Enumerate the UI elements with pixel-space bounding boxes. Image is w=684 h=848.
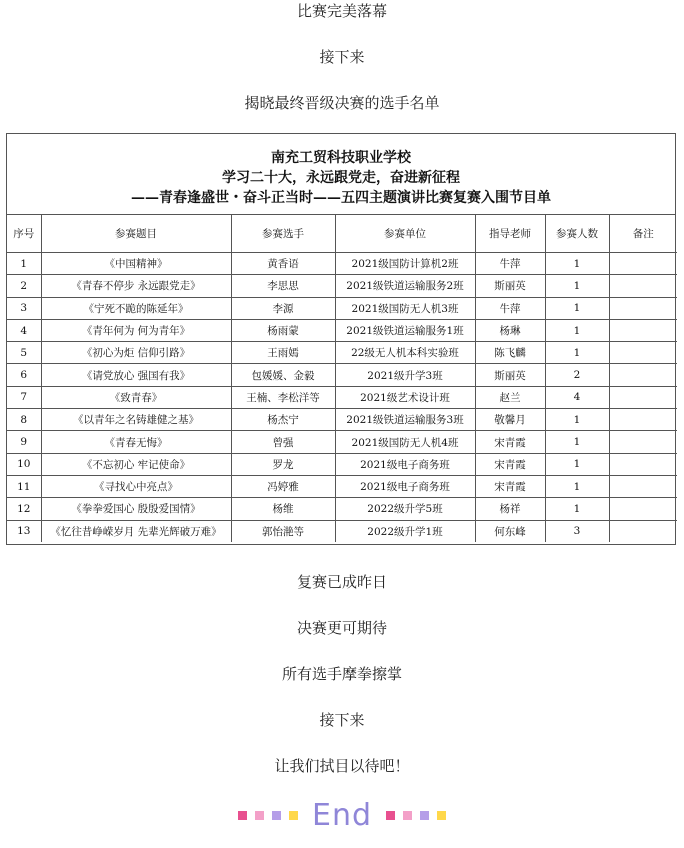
header-contestant: 参赛选手 (231, 215, 335, 253)
cell-topic: 《以青年之名铸雄健之基》 (41, 409, 231, 431)
cell-count: 4 (545, 386, 609, 408)
cell-index: 6 (7, 364, 41, 386)
cell-topic: 《初心为炬 信仰引路》 (41, 342, 231, 364)
cell-teacher: 陈飞麟 (475, 342, 545, 364)
cell-index: 4 (7, 319, 41, 341)
cell-contestant: 杨维 (231, 498, 335, 520)
table-row (7, 520, 677, 542)
cell-remarks (609, 364, 677, 386)
cell-count: 1 (545, 409, 609, 431)
cell-contestant: 曾强 (231, 431, 335, 453)
cell-unit: 2021级电子商务班 (335, 453, 475, 475)
table-row (7, 342, 677, 364)
end-square-4 (289, 811, 298, 820)
cell-topic: 《拳拳爱国心 殷殷爱国情》 (41, 498, 231, 520)
cell-topic: 《宁死不跪的陈延年》 (41, 297, 231, 319)
cell-teacher: 宋青霞 (475, 431, 545, 453)
end-text: End (311, 797, 372, 833)
end-mark (0, 795, 684, 835)
cell-count: 1 (545, 475, 609, 497)
cell-count: 1 (545, 342, 609, 364)
document-title (7, 134, 675, 215)
cell-contestant: 王楠、李松洋等 (231, 386, 335, 408)
table-row (7, 253, 677, 275)
cell-contestant: 王雨嫣 (231, 342, 335, 364)
outro-line-3: 所有选手摩拳擦掌 (281, 665, 402, 683)
cell-count: 1 (545, 319, 609, 341)
cell-unit: 2022级升学1班 (335, 520, 475, 542)
cell-unit: 2021级铁道运输服务2班 (335, 275, 475, 297)
cell-remarks (609, 319, 677, 341)
cell-index: 9 (7, 431, 41, 453)
cell-teacher: 杨祥 (475, 498, 545, 520)
end-square-6 (403, 811, 412, 820)
cell-unit: 22级无人机本科实验班 (335, 342, 475, 364)
cell-remarks (609, 386, 677, 408)
end-square-5 (386, 811, 395, 820)
cell-unit: 2021级艺术设计班 (335, 386, 475, 408)
cell-topic: 《中国精神》 (41, 253, 231, 275)
table-row (7, 409, 677, 431)
cell-unit: 2021级铁道运输服务1班 (335, 319, 475, 341)
event-title: ——青春逢盛世・奋斗正当时——五四主题演讲比赛复赛入围节目单 (131, 190, 551, 206)
cell-teacher: 杨琳 (475, 319, 545, 341)
cell-index: 3 (7, 297, 41, 319)
cell-teacher: 斯丽英 (475, 275, 545, 297)
cell-contestant: 杨杰宁 (231, 409, 335, 431)
theme-slogan: 学习二十大，永远跟党走，奋进新征程 (222, 170, 460, 186)
school-name: 南充工贸科技职业学校 (271, 150, 411, 166)
cell-count: 1 (545, 453, 609, 475)
cell-remarks (609, 475, 677, 497)
cell-remarks (609, 409, 677, 431)
cell-index: 1 (7, 253, 41, 275)
header-teacher: 指导老师 (475, 215, 545, 253)
cell-contestant: 罗龙 (231, 453, 335, 475)
finalist-list-document (6, 133, 676, 545)
cell-contestant: 冯婷雅 (231, 475, 335, 497)
end-square-2 (255, 811, 264, 820)
cell-contestant: 郭怡滟等 (231, 520, 335, 542)
header-topic: 参赛题目 (41, 215, 231, 253)
table-row (7, 386, 677, 408)
cell-index: 11 (7, 475, 41, 497)
header-index: 序号 (7, 215, 41, 253)
end-square-7 (420, 811, 429, 820)
cell-topic: 《青春不停步 永远跟党走》 (41, 275, 231, 297)
table-row (7, 275, 677, 297)
table-row (7, 498, 677, 520)
cell-remarks (609, 453, 677, 475)
cell-topic: 《青春无悔》 (41, 431, 231, 453)
intro-line-1: 比赛完美落幕 (296, 2, 387, 20)
cell-teacher: 宋青霞 (475, 475, 545, 497)
table-row (7, 319, 677, 341)
cell-teacher: 赵兰 (475, 386, 545, 408)
cell-contestant: 包媛媛、金毅 (231, 364, 335, 386)
intro-line-2: 接下来 (319, 48, 365, 66)
cell-teacher: 敬馨月 (475, 409, 545, 431)
cell-count: 1 (545, 498, 609, 520)
table-row (7, 364, 677, 386)
cell-index: 2 (7, 275, 41, 297)
header-unit: 参赛单位 (335, 215, 475, 253)
cell-remarks (609, 253, 677, 275)
table-row (7, 431, 677, 453)
cell-index: 13 (7, 520, 41, 542)
table-row (7, 475, 677, 497)
cell-remarks (609, 275, 677, 297)
cell-index: 10 (7, 453, 41, 475)
cell-unit: 2021级铁道运输服务3班 (335, 409, 475, 431)
cell-unit: 2021级国防计算机2班 (335, 253, 475, 275)
end-square-1 (238, 811, 247, 820)
cell-contestant: 杨雨蒙 (231, 319, 335, 341)
cell-count: 1 (545, 275, 609, 297)
cell-teacher: 牛萍 (475, 297, 545, 319)
header-remarks: 备注 (609, 215, 677, 253)
cell-index: 8 (7, 409, 41, 431)
finalist-table (7, 215, 677, 542)
outro-line-1: 复赛已成昨日 (296, 573, 387, 591)
cell-teacher: 斯丽英 (475, 364, 545, 386)
cell-index: 7 (7, 386, 41, 408)
outro-line-2: 决赛更可期待 (296, 619, 387, 637)
cell-unit: 2021级国防无人机4班 (335, 431, 475, 453)
cell-remarks (609, 520, 677, 542)
cell-teacher: 何东峰 (475, 520, 545, 542)
cell-topic: 《请党放心 强国有我》 (41, 364, 231, 386)
cell-topic: 《寻找心中亮点》 (41, 475, 231, 497)
cell-unit: 2021级电子商务班 (335, 475, 475, 497)
header-count: 参赛人数 (545, 215, 609, 253)
cell-index: 5 (7, 342, 41, 364)
cell-remarks (609, 297, 677, 319)
table-row (7, 297, 677, 319)
cell-contestant: 黄香语 (231, 253, 335, 275)
cell-topic: 《忆往昔峥嵘岁月 先辈光辉破万难》 (41, 520, 231, 542)
cell-topic: 《不忘初心 牢记使命》 (41, 453, 231, 475)
cell-remarks (609, 431, 677, 453)
cell-remarks (609, 498, 677, 520)
cell-count: 1 (545, 253, 609, 275)
cell-remarks (609, 342, 677, 364)
cell-contestant: 李思思 (231, 275, 335, 297)
end-square-3 (272, 811, 281, 820)
cell-contestant: 李源 (231, 297, 335, 319)
cell-count: 3 (545, 520, 609, 542)
cell-unit: 2022级升学5班 (335, 498, 475, 520)
outro-line-5: 让我们拭目以待吧！ (274, 757, 410, 775)
cell-count: 1 (545, 431, 609, 453)
table-header-row (7, 215, 677, 253)
cell-topic: 《致青春》 (41, 386, 231, 408)
cell-index: 12 (7, 498, 41, 520)
outro-line-4: 接下来 (319, 711, 365, 729)
intro-line-3: 揭晓最终晋级决赛的选手名单 (244, 94, 440, 112)
cell-teacher: 宋青霞 (475, 453, 545, 475)
cell-count: 2 (545, 364, 609, 386)
cell-count: 1 (545, 297, 609, 319)
cell-unit: 2021级升学3班 (335, 364, 475, 386)
cell-unit: 2021级国防无人机3班 (335, 297, 475, 319)
cell-topic: 《青年何为 何为青年》 (41, 319, 231, 341)
end-square-8 (437, 811, 446, 820)
table-row (7, 453, 677, 475)
cell-teacher: 牛萍 (475, 253, 545, 275)
